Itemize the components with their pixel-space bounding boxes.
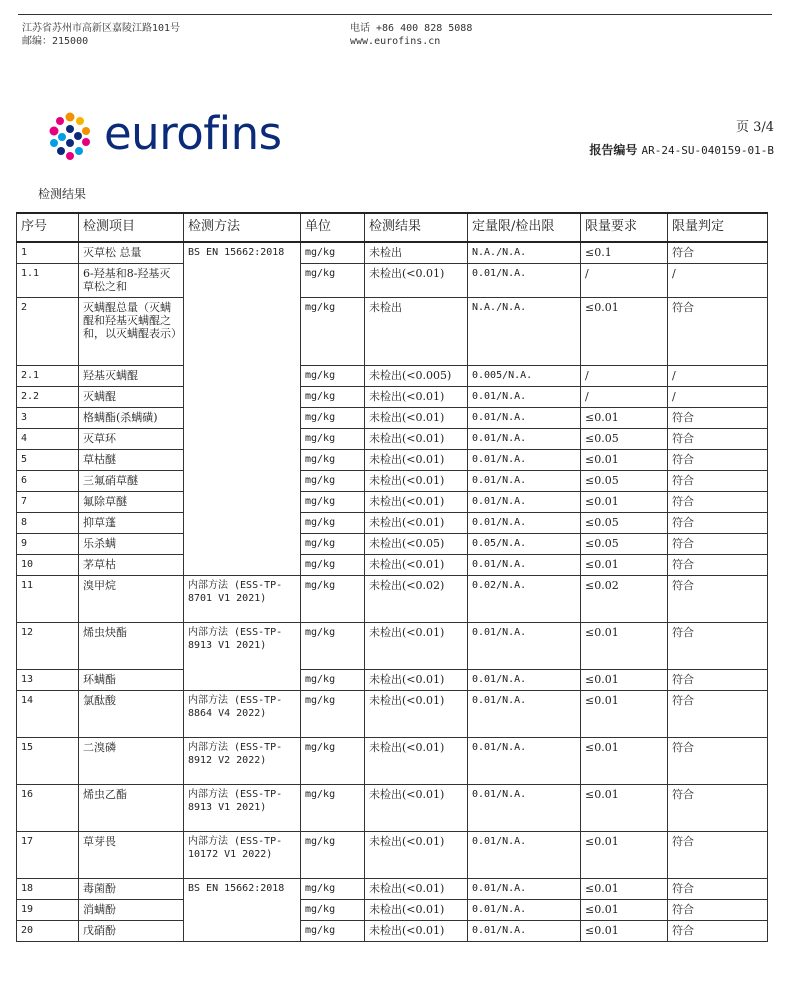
lab-phone: 电话 +86 400 828 5088 <box>350 23 473 34</box>
cell-limit: ≤0.01 <box>581 784 668 831</box>
cell-verdict: 符合 <box>668 242 768 263</box>
cell-lod: 0.01/N.A. <box>468 554 581 575</box>
cell-lod: 0.01/N.A. <box>468 831 581 878</box>
cell-lod: 0.05/N.A. <box>468 533 581 554</box>
cell-verdict: 符合 <box>668 784 768 831</box>
cell-lod: 0.01/N.A. <box>468 263 581 297</box>
cell-item: 环螨酯 <box>79 669 184 690</box>
col-header-verdict: 限量判定 <box>668 213 768 242</box>
cell-no: 6 <box>17 470 79 491</box>
cell-result: 未检出(<0.01) <box>365 407 468 428</box>
col-header-method: 检测方法 <box>184 213 301 242</box>
cell-limit: ≤0.01 <box>581 554 668 575</box>
table-row <box>17 554 768 575</box>
cell-limit: ≤0.01 <box>581 669 668 690</box>
table-row <box>17 878 768 899</box>
cell-method: 内部方法 (ESS-TP-10172 V1 2022) <box>184 831 301 878</box>
cell-result: 未检出(<0.01) <box>365 449 468 470</box>
cell-limit: ≤0.05 <box>581 512 668 533</box>
table-row <box>17 690 768 737</box>
cell-no: 16 <box>17 784 79 831</box>
cell-method: 内部方法 (ESS-TP-8701 V1 2021) <box>184 575 301 622</box>
cell-item: 乐杀螨 <box>79 533 184 554</box>
table-row <box>17 470 768 491</box>
cell-no: 8 <box>17 512 79 533</box>
cell-verdict: 符合 <box>668 512 768 533</box>
cell-verdict: 符合 <box>668 878 768 899</box>
cell-verdict: 符合 <box>668 622 768 669</box>
cell-no: 1.1 <box>17 263 79 297</box>
cell-lod: N.A./N.A. <box>468 242 581 263</box>
cell-unit: mg/kg <box>301 622 365 669</box>
cell-limit: ≤0.01 <box>581 622 668 669</box>
report-number-line <box>589 141 774 158</box>
cell-result: 未检出(<0.01) <box>365 690 468 737</box>
cell-limit: ≤0.01 <box>581 878 668 899</box>
cell-no: 2 <box>17 297 79 365</box>
cell-result: 未检出 <box>365 242 468 263</box>
cell-lod: 0.01/N.A. <box>468 491 581 512</box>
cell-item: 草芽畏 <box>79 831 184 878</box>
cell-result: 未检出(<0.01) <box>365 622 468 669</box>
table-row <box>17 533 768 554</box>
cell-lod: 0.01/N.A. <box>468 470 581 491</box>
table-row <box>17 428 768 449</box>
cell-lod: 0.01/N.A. <box>468 428 581 449</box>
cell-unit: mg/kg <box>301 575 365 622</box>
report-number-label: 报告编号 <box>589 143 638 157</box>
cell-result: 未检出(<0.01) <box>365 899 468 920</box>
cell-limit: ≤0.01 <box>581 920 668 941</box>
cell-unit: mg/kg <box>301 449 365 470</box>
cell-lod: 0.01/N.A. <box>468 899 581 920</box>
cell-lod: 0.01/N.A. <box>468 878 581 899</box>
table-row <box>17 365 768 386</box>
cell-item: 烯虫炔酯 <box>79 622 184 669</box>
cell-unit: mg/kg <box>301 386 365 407</box>
cell-verdict: 符合 <box>668 575 768 622</box>
cell-limit: / <box>581 386 668 407</box>
cell-item: 二溴磷 <box>79 737 184 784</box>
table-row <box>17 449 768 470</box>
cell-verdict: / <box>668 365 768 386</box>
cell-unit: mg/kg <box>301 533 365 554</box>
cell-lod: 0.01/N.A. <box>468 690 581 737</box>
top-rule <box>18 14 772 15</box>
table-row <box>17 407 768 428</box>
cell-verdict: 符合 <box>668 470 768 491</box>
cell-unit: mg/kg <box>301 690 365 737</box>
table-row <box>17 784 768 831</box>
table-row <box>17 491 768 512</box>
cell-verdict: 符合 <box>668 737 768 784</box>
cell-unit: mg/kg <box>301 297 365 365</box>
table-row <box>17 512 768 533</box>
cell-verdict: 符合 <box>668 831 768 878</box>
cell-result: 未检出(<0.01) <box>365 428 468 449</box>
table-row <box>17 737 768 784</box>
cell-item: 氟除草醚 <box>79 491 184 512</box>
cell-lod: 0.01/N.A. <box>468 407 581 428</box>
cell-item: 6-羟基和8-羟基灭草松之和 <box>79 263 184 297</box>
section-title: 检测结果 <box>38 187 87 201</box>
table-row <box>17 831 768 878</box>
cell-limit: / <box>581 365 668 386</box>
cell-unit: mg/kg <box>301 899 365 920</box>
cell-method: 内部方法 (ESS-TP-8913 V1 2021) <box>184 784 301 831</box>
page-number: 页 3/4 <box>735 120 774 135</box>
cell-result: 未检出(<0.01) <box>365 554 468 575</box>
cell-result: 未检出 <box>365 297 468 365</box>
col-header-limit: 限量要求 <box>581 213 668 242</box>
table-row <box>17 899 768 920</box>
cell-verdict: 符合 <box>668 491 768 512</box>
cell-no: 17 <box>17 831 79 878</box>
table-row <box>17 669 768 690</box>
cell-method: 内部方法 (ESS-TP-8913 V1 2021) <box>184 622 301 690</box>
cell-no: 12 <box>17 622 79 669</box>
table-header-row <box>17 213 768 242</box>
lab-address-block <box>22 22 180 48</box>
cell-item: 三氟硝草醚 <box>79 470 184 491</box>
cell-result: 未检出(<0.05) <box>365 533 468 554</box>
cell-result: 未检出(<0.01) <box>365 831 468 878</box>
col-header-no: 序号 <box>17 213 79 242</box>
cell-verdict: 符合 <box>668 533 768 554</box>
cell-result: 未检出(<0.005) <box>365 365 468 386</box>
cell-limit: ≤0.05 <box>581 428 668 449</box>
cell-item: 消螨酚 <box>79 899 184 920</box>
cell-unit: mg/kg <box>301 365 365 386</box>
cell-lod: N.A./N.A. <box>468 297 581 365</box>
cell-method: BS EN 15662:2018 <box>184 878 301 941</box>
cell-no: 5 <box>17 449 79 470</box>
cell-verdict: 符合 <box>668 407 768 428</box>
table-row <box>17 263 768 297</box>
cell-verdict: 符合 <box>668 920 768 941</box>
cell-no: 11 <box>17 575 79 622</box>
cell-no: 4 <box>17 428 79 449</box>
cell-unit: mg/kg <box>301 512 365 533</box>
cell-unit: mg/kg <box>301 878 365 899</box>
cell-result: 未检出(<0.01) <box>365 920 468 941</box>
cell-result: 未检出(<0.01) <box>365 737 468 784</box>
lab-postcode: 邮编：215000 <box>22 36 89 47</box>
cell-limit: ≤0.01 <box>581 407 668 428</box>
cell-limit: ≤0.01 <box>581 690 668 737</box>
cell-unit: mg/kg <box>301 470 365 491</box>
cell-no: 1 <box>17 242 79 263</box>
results-table <box>16 212 768 942</box>
cell-method: 内部方法 (ESS-TP-8864 V4 2022) <box>184 690 301 737</box>
cell-limit: ≤0.02 <box>581 575 668 622</box>
cell-result: 未检出(<0.01) <box>365 784 468 831</box>
cell-item: 灭螨醌 <box>79 386 184 407</box>
cell-unit: mg/kg <box>301 784 365 831</box>
cell-lod: 0.01/N.A. <box>468 512 581 533</box>
cell-verdict: 符合 <box>668 449 768 470</box>
cell-lod: 0.005/N.A. <box>468 365 581 386</box>
table-row <box>17 297 768 365</box>
cell-no: 9 <box>17 533 79 554</box>
cell-no: 7 <box>17 491 79 512</box>
cell-item: 格螨酯(杀螨磺) <box>79 407 184 428</box>
cell-item: 草枯醚 <box>79 449 184 470</box>
cell-result: 未检出(<0.02) <box>365 575 468 622</box>
table-row <box>17 575 768 622</box>
cell-limit: ≤0.01 <box>581 491 668 512</box>
cell-result: 未检出(<0.01) <box>365 470 468 491</box>
cell-item: 茅草枯 <box>79 554 184 575</box>
cell-result: 未检出(<0.01) <box>365 512 468 533</box>
cell-limit: ≤0.01 <box>581 831 668 878</box>
cell-verdict: 符合 <box>668 669 768 690</box>
cell-item: 灭螨醌总量（灭螨醌和羟基灭螨醌之和，以灭螨醌表示） <box>79 297 184 365</box>
cell-unit: mg/kg <box>301 920 365 941</box>
cell-no: 2.1 <box>17 365 79 386</box>
lab-address: 江苏省苏州市高新区嘉陵江路101号 <box>22 23 181 34</box>
col-header-lod: 定量限/检出限 <box>468 213 581 242</box>
table-row <box>17 622 768 669</box>
cell-lod: 0.01/N.A. <box>468 449 581 470</box>
cell-unit: mg/kg <box>301 242 365 263</box>
cell-lod: 0.01/N.A. <box>468 669 581 690</box>
col-header-result: 检测结果 <box>365 213 468 242</box>
report-number: AR-24-SU-040159-01-B <box>641 144 774 157</box>
cell-unit: mg/kg <box>301 554 365 575</box>
cell-no: 15 <box>17 737 79 784</box>
cell-item: 灭草环 <box>79 428 184 449</box>
cell-unit: mg/kg <box>301 669 365 690</box>
cell-item: 烯虫乙酯 <box>79 784 184 831</box>
col-header-item: 检测项目 <box>79 213 184 242</box>
cell-method: 内部方法 (ESS-TP-8912 V2 2022) <box>184 737 301 784</box>
lab-website: www.eurofins.cn <box>350 36 441 47</box>
table-row <box>17 386 768 407</box>
cell-no: 20 <box>17 920 79 941</box>
cell-no: 14 <box>17 690 79 737</box>
cell-item: 毒菌酚 <box>79 878 184 899</box>
lab-contact-block <box>350 22 472 48</box>
cell-item: 抑草蓬 <box>79 512 184 533</box>
cell-no: 10 <box>17 554 79 575</box>
table-row <box>17 242 768 263</box>
cell-limit: ≤0.05 <box>581 533 668 554</box>
cell-lod: 0.01/N.A. <box>468 920 581 941</box>
cell-verdict: / <box>668 386 768 407</box>
cell-lod: 0.02/N.A. <box>468 575 581 622</box>
cell-lod: 0.01/N.A. <box>468 386 581 407</box>
cell-result: 未检出(<0.01) <box>365 491 468 512</box>
cell-verdict: 符合 <box>668 690 768 737</box>
cell-unit: mg/kg <box>301 491 365 512</box>
cell-limit: ≤0.01 <box>581 899 668 920</box>
cell-result: 未检出(<0.01) <box>365 386 468 407</box>
cell-no: 13 <box>17 669 79 690</box>
cell-result: 未检出(<0.01) <box>365 669 468 690</box>
cell-no: 19 <box>17 899 79 920</box>
cell-verdict: 符合 <box>668 428 768 449</box>
cell-limit: ≤0.01 <box>581 449 668 470</box>
cell-lod: 0.01/N.A. <box>468 622 581 669</box>
cell-no: 2.2 <box>17 386 79 407</box>
cell-limit: ≤0.01 <box>581 737 668 784</box>
cell-verdict: / <box>668 263 768 297</box>
cell-item: 羟基灭螨醌 <box>79 365 184 386</box>
cell-item: 氯酞酸 <box>79 690 184 737</box>
cell-limit: ≤0.05 <box>581 470 668 491</box>
cell-item: 戊硝酚 <box>79 920 184 941</box>
cell-unit: mg/kg <box>301 428 365 449</box>
cell-lod: 0.01/N.A. <box>468 784 581 831</box>
cell-result: 未检出(<0.01) <box>365 263 468 297</box>
cell-no: 3 <box>17 407 79 428</box>
eurofins-logo-icon <box>44 110 96 162</box>
cell-verdict: 符合 <box>668 554 768 575</box>
cell-item: 灭草松 总量 <box>79 242 184 263</box>
cell-verdict: 符合 <box>668 297 768 365</box>
table-row <box>17 920 768 941</box>
col-header-unit: 单位 <box>301 213 365 242</box>
cell-lod: 0.01/N.A. <box>468 737 581 784</box>
cell-limit: / <box>581 263 668 297</box>
cell-unit: mg/kg <box>301 407 365 428</box>
brand-name: eurofins <box>104 107 282 160</box>
cell-limit: ≤0.01 <box>581 297 668 365</box>
cell-unit: mg/kg <box>301 737 365 784</box>
cell-limit: ≤0.1 <box>581 242 668 263</box>
cell-unit: mg/kg <box>301 263 365 297</box>
cell-no: 18 <box>17 878 79 899</box>
cell-method: BS EN 15662:2018 <box>184 242 301 575</box>
cell-unit: mg/kg <box>301 831 365 878</box>
cell-verdict: 符合 <box>668 899 768 920</box>
cell-result: 未检出(<0.01) <box>365 878 468 899</box>
cell-item: 溴甲烷 <box>79 575 184 622</box>
